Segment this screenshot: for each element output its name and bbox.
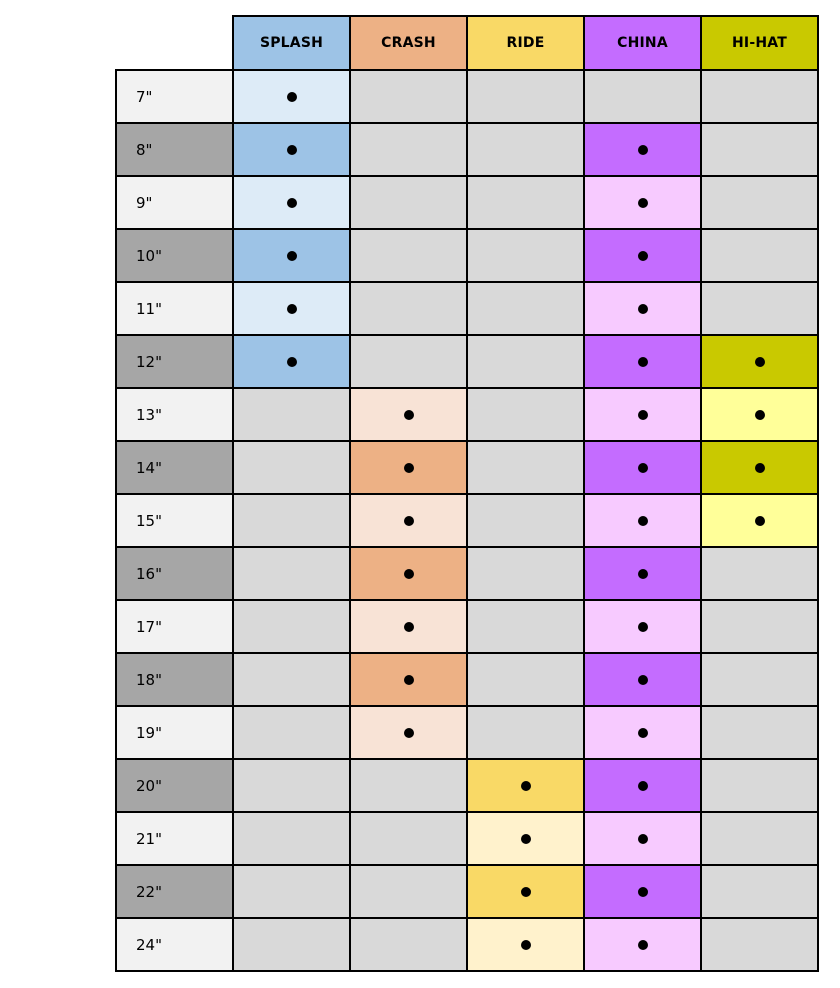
cell-china [584,653,701,706]
table-row [116,70,818,123]
size-label-cell [116,282,233,335]
cell-splash [233,282,350,335]
available-dot-icon [638,887,648,897]
cell-crash [350,547,467,600]
cell-crash [350,812,467,865]
table-body [116,70,818,971]
cell-hihat [701,865,818,918]
available-dot-icon [287,357,297,367]
available-dot-icon [287,304,297,314]
available-dot-icon [521,940,531,950]
table-row [116,706,818,759]
available-dot-icon [638,940,648,950]
table-row [116,123,818,176]
cell-hihat [701,441,818,494]
column-header-splash: SPLASH [233,16,350,70]
cell-splash [233,123,350,176]
table-row [116,282,818,335]
size-label-cell [116,759,233,812]
available-dot-icon [638,728,648,738]
table-row [116,388,818,441]
available-dot-icon [755,463,765,473]
size-label: 12" [136,352,162,371]
cell-splash [233,600,350,653]
cell-ride [467,600,584,653]
size-label: 21" [136,829,162,848]
cell-splash [233,335,350,388]
cell-crash [350,600,467,653]
available-dot-icon [521,781,531,791]
size-label-cell [116,70,233,123]
table-row [116,229,818,282]
available-dot-icon [404,569,414,579]
table-row [116,176,818,229]
cell-china [584,176,701,229]
size-label: 9" [136,193,153,212]
cell-splash [233,759,350,812]
cell-china [584,759,701,812]
cymbal-size-chart [115,15,819,972]
cell-china [584,600,701,653]
cell-crash [350,441,467,494]
corner-cell [116,16,233,70]
cell-china [584,812,701,865]
cell-crash [350,70,467,123]
size-label: 8" [136,140,153,159]
available-dot-icon [287,145,297,155]
header-row [116,16,818,70]
cell-hihat [701,600,818,653]
cell-crash [350,282,467,335]
cell-crash [350,176,467,229]
cell-splash [233,176,350,229]
cell-hihat [701,918,818,971]
size-label: 16" [136,564,162,583]
cell-ride [467,282,584,335]
cell-ride [467,335,584,388]
table-row [116,335,818,388]
size-label-cell [116,812,233,865]
cell-hihat [701,229,818,282]
cell-hihat [701,282,818,335]
size-label: 19" [136,723,162,742]
cell-ride [467,229,584,282]
cell-crash [350,706,467,759]
cell-ride [467,494,584,547]
table-row [116,759,818,812]
cell-splash [233,812,350,865]
table-row [116,600,818,653]
cell-crash [350,123,467,176]
available-dot-icon [521,887,531,897]
available-dot-icon [404,463,414,473]
cell-hihat [701,123,818,176]
available-dot-icon [638,675,648,685]
cell-crash [350,388,467,441]
available-dot-icon [638,569,648,579]
cell-hihat [701,547,818,600]
available-dot-icon [755,516,765,526]
size-label-cell [116,918,233,971]
cell-china [584,282,701,335]
cell-china [584,335,701,388]
cell-china [584,229,701,282]
cell-crash [350,229,467,282]
cell-china [584,441,701,494]
cell-hihat [701,494,818,547]
size-label: 15" [136,511,162,530]
available-dot-icon [404,410,414,420]
column-header-crash: CRASH [350,16,467,70]
cell-crash [350,759,467,812]
available-dot-icon [404,516,414,526]
available-dot-icon [638,251,648,261]
size-label-cell [116,494,233,547]
cell-china [584,70,701,123]
size-label-cell [116,388,233,441]
table-row [116,918,818,971]
size-label: 13" [136,405,162,424]
cell-hihat [701,706,818,759]
available-dot-icon [755,357,765,367]
cell-ride [467,388,584,441]
cymbal-size-table [115,15,819,972]
available-dot-icon [287,198,297,208]
size-label-cell [116,441,233,494]
size-label-cell [116,706,233,759]
size-label-cell [116,865,233,918]
available-dot-icon [404,728,414,738]
available-dot-icon [638,198,648,208]
available-dot-icon [287,251,297,261]
cell-ride [467,547,584,600]
cell-splash [233,547,350,600]
size-label: 7" [136,87,153,106]
cell-splash [233,653,350,706]
available-dot-icon [638,622,648,632]
size-label-cell [116,335,233,388]
cell-hihat [701,759,818,812]
cell-ride [467,441,584,494]
column-header-china: CHINA [584,16,701,70]
cell-splash [233,229,350,282]
size-label: 20" [136,776,162,795]
table-row [116,653,818,706]
cell-hihat [701,388,818,441]
cell-ride [467,918,584,971]
available-dot-icon [287,92,297,102]
cell-china [584,494,701,547]
cell-ride [467,70,584,123]
size-label-cell [116,547,233,600]
cell-splash [233,494,350,547]
available-dot-icon [638,834,648,844]
available-dot-icon [521,834,531,844]
cell-splash [233,441,350,494]
size-label: 14" [136,458,162,477]
cell-crash [350,918,467,971]
cell-china [584,706,701,759]
cell-hihat [701,70,818,123]
cell-hihat [701,653,818,706]
cell-hihat [701,335,818,388]
size-label: 10" [136,246,162,265]
available-dot-icon [638,410,648,420]
table-row [116,441,818,494]
cell-splash [233,388,350,441]
available-dot-icon [638,304,648,314]
cell-china [584,388,701,441]
cell-splash [233,865,350,918]
cell-crash [350,865,467,918]
available-dot-icon [404,675,414,685]
table-row [116,494,818,547]
column-header-ride: RIDE [467,16,584,70]
cell-china [584,865,701,918]
size-label: 22" [136,882,162,901]
cell-hihat [701,176,818,229]
size-label: 17" [136,617,162,636]
cell-china [584,547,701,600]
available-dot-icon [638,516,648,526]
cell-ride [467,706,584,759]
available-dot-icon [638,357,648,367]
cell-ride [467,123,584,176]
table-row [116,812,818,865]
cell-ride [467,759,584,812]
cell-ride [467,812,584,865]
column-header-hihat: HI-HAT [701,16,818,70]
cell-splash [233,70,350,123]
cell-ride [467,653,584,706]
cell-hihat [701,812,818,865]
available-dot-icon [755,410,765,420]
cell-crash [350,653,467,706]
size-label-cell [116,653,233,706]
available-dot-icon [638,463,648,473]
size-label-cell [116,229,233,282]
size-label-cell [116,176,233,229]
cell-crash [350,335,467,388]
table-row [116,547,818,600]
cell-splash [233,706,350,759]
size-label-cell [116,600,233,653]
cell-china [584,918,701,971]
available-dot-icon [638,145,648,155]
size-label: 18" [136,670,162,689]
size-label: 11" [136,299,162,318]
cell-china [584,123,701,176]
available-dot-icon [404,622,414,632]
size-label: 24" [136,935,162,954]
cell-crash [350,494,467,547]
size-label-cell [116,123,233,176]
cell-ride [467,865,584,918]
cell-ride [467,176,584,229]
available-dot-icon [638,781,648,791]
cell-splash [233,918,350,971]
table-row [116,865,818,918]
